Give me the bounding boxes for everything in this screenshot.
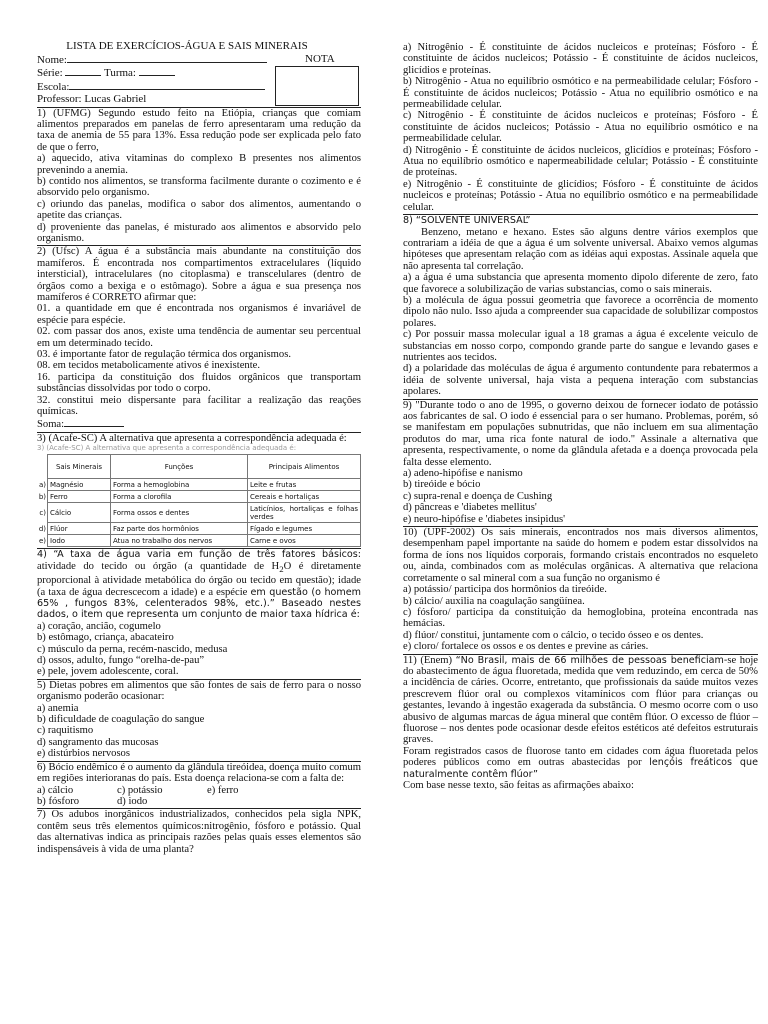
serie-field[interactable]: [65, 66, 101, 76]
question-stem: 5) Dietas pobres em alimentos que são fontes de sais de ferro para o nosso organismo poderão ocasionar:: [37, 679, 361, 703]
option[interactable]: 16. participa da constituição dos fluidos orgânicos que transportam substâncias dissolvidas por todo o corpo.: [37, 371, 361, 395]
option[interactable]: e) ferro: [207, 784, 239, 796]
escola-line: Escola:: [37, 80, 361, 94]
question-5: [37, 680, 361, 760]
worksheet-header: [37, 40, 361, 106]
option[interactable]: e) neuro-hipófise e 'diabetes insipidus': [403, 513, 566, 525]
turma-field[interactable]: [139, 66, 175, 76]
option[interactable]: c) supra-renal e doença de Cushing: [403, 490, 553, 502]
column-header: Sais Minerais: [48, 455, 111, 479]
question-stem: 10) (UPF-2002) Os sais minerais, encontrados nos mais diversos alimentos, desempenham papel importante na saúde do homem e podem estar dissolvidos na forma de íons nos líquidos corporais, formando cristais encontrados no esqueleto ou, ainda, combinados com as moléculas orgânicas. A alternativa que relaciona corretamente o sal mineral com a sua função no organismo é: [403, 527, 758, 584]
option[interactable]: d) iodo: [117, 795, 148, 807]
question-11: [403, 655, 758, 792]
options-row: [37, 785, 361, 796]
right-column: [403, 42, 758, 791]
question-stem: 6) Bócio endêmico é o aumento da glândula tireóidea, doença muito comum em regiões interioranas do país. Esta doença relaciona-se com a falta de:: [37, 761, 361, 785]
question-intro: Benzeno, metano e hexano. Estes são alguns dentre vários exemplos que contrariam a idéia de que a água é um solvente universal. Abaixo vemos algumas hipóteses que apresentam relação com as idéias aqui expostas. Assinale aquela que não apresenta tal correlação.: [403, 226, 758, 272]
option[interactable]: c) oriundo das panelas, modifica o sabor dos alimentos, aumentando o apetite das crianças.: [37, 198, 361, 222]
question-stem: 4) “A taxa de água varia em função de três fatores básicos: atividade do tecido ou órgão (a quantidade de $H_2O$ é diretamente proporcional à atividade metabólica do órgão ou tecido em questão); idade (a taxa de água decrescecom a idade) e a espécie em questão (o homem 65% , fungos 83%, celenterados 98%, etc.).” Baseado nestes dados, o item que representa um conjunto de maior taxa hídrica é:: [37, 549, 361, 621]
question-stem: 8) “SOLVENTE UNIVERSAL”: [403, 215, 531, 227]
option[interactable]: d) flúor/ constitui, juntamente com o cálcio, o tecido ósseo e os dentes.: [403, 629, 704, 641]
option[interactable]: e) pele, jovem adolescente, coral.: [37, 666, 179, 678]
question-7: [37, 809, 361, 855]
option[interactable]: e) Nitrogênio - É constituinte de glicídios; Fósforo - É constituinte de ácidos nucleicos e proteínas; Potássio - Atua no equilíbrio osmótico e na permeabilidade celular.: [403, 178, 758, 213]
column-header: Funções: [111, 455, 248, 479]
table-row[interactable]: b) Ferro Forma a clorofila Cereais e hortaliças: [37, 491, 361, 503]
question-stem: 3) (Acafe-SC) A alternativa que apresenta a correspondência adequada é:: [37, 432, 347, 444]
option[interactable]: c) Por possuir massa molecular igual a 18 gramas a água é excelente veiculo de substancias em nosso corpo, compondo grande parte do sangue e levando gases e nutrientes aos tecidos.: [403, 329, 758, 363]
serie-line: Série: Turma:: [37, 66, 361, 80]
question-3: [37, 433, 361, 547]
option[interactable]: c) potássio: [117, 784, 163, 796]
nota-box[interactable]: [275, 66, 359, 106]
option[interactable]: a) cálcio: [37, 784, 74, 796]
question-10: [403, 527, 758, 652]
soma-field[interactable]: [64, 417, 124, 427]
option[interactable]: c) raquitismo: [37, 725, 94, 737]
option[interactable]: 08. em tecidos metabolicamente ativos é inexistente.: [37, 360, 260, 372]
option[interactable]: b) cálcio/ auxilia na coagulação sangüínea.: [403, 595, 585, 607]
option[interactable]: e) distúrbios nervosos: [37, 748, 130, 760]
option[interactable]: c) músculo da perna, recém-nascido, medusa: [37, 643, 228, 655]
name-line: Nome:: [37, 53, 361, 67]
option[interactable]: b) Nitrogênio - Atua no equilíbrio osmótico e na permeabilidade celular; Fósforo - É constituinte de ácidos nucleicos; Potássio - Atua no equilíbrio osmótico e na permeabilidade celular.: [403, 76, 758, 111]
option[interactable]: d) a polaridade das moléculas de água é argumento contundente para rebatermos a idéia de solvente universal, haja vista a pequena interação com substancias apolares.: [403, 363, 758, 398]
option[interactable]: c) fósforo/ participa da constituição da hemoglobina, proteína encontrada nas hemácias.: [403, 606, 758, 630]
option[interactable]: 02. com passar dos anos, existe uma tendência de aumentar seu percentual em um determinado tecido.: [37, 326, 361, 349]
question-1: [37, 108, 361, 245]
table-row[interactable]: d) Flúor Faz parte dos hormônios Fígado e legumes: [37, 523, 361, 535]
option[interactable]: a) anemia: [37, 702, 79, 714]
option[interactable]: b) fósforo: [37, 795, 80, 807]
option[interactable]: a) coração, ancião, cogumelo: [37, 620, 161, 632]
question-9: [403, 400, 758, 525]
table-row[interactable]: c) Cálcio Forma ossos e dentes Laticínios, hortaliças e folhas verdes: [37, 503, 361, 523]
option[interactable]: a) potássio/ participa dos hormônios da tireóide.: [403, 584, 607, 596]
table-row[interactable]: a) Magnésio Forma a hemoglobina Leite e frutas: [37, 479, 361, 491]
option[interactable]: 01. a quantidade em que é encontrada nos organismos é invariável de espécie para espécie.: [37, 303, 361, 326]
question-stem: 9) "Durante todo o ano de 1995, o governo deixou de fornecer iodato de potássio aos fabricantes de sal. O iodo é essencial para o ser humano. Problemas, porém, só se manifestam em populações subnutridas, que não incluem em sua alimentação produtos do mar, uma rica fonte natural de iodo." Assinale a alternativa que apresenta, respectivamente, o nome da glândula afetada e a doença provocada pela falta desse elemento.: [403, 399, 758, 468]
question-7-options: [403, 42, 758, 213]
option[interactable]: 32. constitui meio dispersante para facilitar a realização das reações químicas.: [37, 394, 361, 418]
option[interactable]: a) a água é uma substancia que apresenta momento dipolo diferente de zero, fato que favorece a solubilização de varias substancias, como o sais minerais.: [403, 272, 758, 295]
option[interactable]: d) pâncreas e 'diabetes mellitus': [403, 502, 537, 514]
question-8: [403, 215, 758, 398]
option[interactable]: b) dificuldade de coagulação do sangue: [37, 714, 205, 726]
option[interactable]: a) aquecido, ativa vitaminas do complexo B presentes nos alimentos prevenindo a anemia.: [37, 153, 361, 176]
left-column: [37, 40, 361, 855]
question-4: [37, 549, 361, 678]
option[interactable]: d) Nitrogênio - É constituinte de ácidos nucleicos, glicídios e proteínas; Fósforo - Atua no equilíbrio osmótico e napermeabilidade celular; Potássio - É constituinte de proteínas.: [403, 144, 758, 179]
name-field[interactable]: [67, 53, 267, 63]
question-stem: 7) Os adubos inorgânicos industrializados, conhecidos pela sigla NPK, contêm seus três elementos químicos:nitrogênio, fósforo e potássio. Qual das alternativas indica as principais razões pelas quais esses elementos são indispensáveis à vida de uma planta?: [37, 809, 361, 855]
option[interactable]: d) ossos, adulto, fungo “orelha-de-pau”: [37, 655, 205, 667]
option[interactable]: e) cloro/ fortalece os ossos e os dentes e previne as cáries.: [403, 641, 649, 653]
options-row: [37, 796, 361, 807]
table-header-row: [37, 455, 361, 479]
table-row[interactable]: e) Iodo Atua no trabalho dos nervos Carne e ovos: [37, 535, 361, 547]
column-header: Principais Alimentos: [248, 455, 361, 479]
escola-field[interactable]: [69, 80, 265, 90]
faded-duplicate-line: 3) (Acafe-SC) A alternativa que apresenta a correspondência adequada é:: [37, 444, 297, 453]
option[interactable]: b) estômago, criança, abacateiro: [37, 632, 174, 644]
question-stem: 11) (Enem) “No Brasil, mais de 66 milhões de pessoas beneficiam-se hoje do abastecimento de água fluoretada, medida que vem reduzindo, em cerca de 50% a incidência de cáries. Ocorre, entretanto, que profissionais da saúde muitos vezes prescrevem flúor oral ou complexos vitamínicos com flúor para crianças ou gestantes, levando à ingestão exagerada da substância. O mesmo ocorre com o uso abusivo de algumas marcas de água mineral que contêm flúor. O excesso de flúor – fluorose – nos dentes pode ocasionar desde efeitos estéticos até defeitos estruturais graves.: [403, 654, 759, 746]
question-stem: 2) (Ufsc) A água é a substância mais abundante na constituição dos mamíferos. É encontrada nos compartimentos extracelulares (líquido intersticial), intracelulares (no citoplasma) e transcelulares (dentro de órgãos como a bexiga e o estômago). Sobre a água e sua presença nos mamíferos é CORRETO afirmar que:: [37, 246, 361, 303]
page-title: LISTA DE EXERCÍCIOS-ÁGUA E SAIS MINERAIS: [66, 40, 308, 52]
option[interactable]: b) tireóide e bócio: [403, 479, 481, 491]
option[interactable]: d) sangramento das mucosas: [37, 736, 159, 748]
nota-label: NOTA: [305, 53, 335, 65]
option[interactable]: d) proveniente das panelas, é misturado aos alimentos e absorvido pelo organismo.: [37, 221, 361, 244]
option[interactable]: 03. é importante fator de regulação térmica dos organismos.: [37, 349, 291, 361]
minerals-table: [37, 454, 361, 547]
question-text: Foram registrados casos de fluorose tanto em cidades com água fluoretada pelos poderes públicos como em outras abastecidas por lençóis freáticos que naturalmente contêm flúor”: [403, 745, 758, 780]
question-stem: 1) (UFMG) Segundo estudo feito na Etiópia, crianças que comiam alimentos preparados em panelas de ferro apresentaram uma redução da taxa de anemia de 55 para 13%. Essa redução pode ser explicada pelo fato de que o ferro,: [37, 107, 361, 153]
option[interactable]: b) contido nos alimentos, se transforma facilmente durante o cozimento e é absorvido pelo organismo.: [37, 175, 361, 199]
professor-line: Professor: Lucas Gabriel: [37, 93, 147, 105]
option[interactable]: c) Nitrogênio - É constituinte de ácidos nucleicos e proteínas; Fósforo - É constituinte de ácidos nucleicos; Potássio - Atua no equilíbrio osmótico e na permeabilidade celular.: [403, 110, 758, 145]
question-6: [37, 762, 361, 808]
option[interactable]: a) adeno-hipófise e nanismo: [403, 468, 523, 480]
question-closing: Com base nesse texto, são feitas as afirmações abaixo:: [403, 780, 634, 791]
option[interactable]: a) Nitrogênio - É constituinte de ácidos nucleicos e proteínas; Fósforo - É constituinte de ácidos nucleicos; Potássio - É constituinte de ácidos nucleicos, glicídios e proteínas.: [403, 42, 758, 76]
option[interactable]: b) a molécula de água possui geometria que favorece a ocorrência de momento dipolo não nulo. Isso ajuda a compreender sua capacidade de solubilizar compostos polares.: [403, 294, 758, 329]
question-2: [37, 246, 361, 431]
soma-line: Soma:: [37, 417, 361, 430]
